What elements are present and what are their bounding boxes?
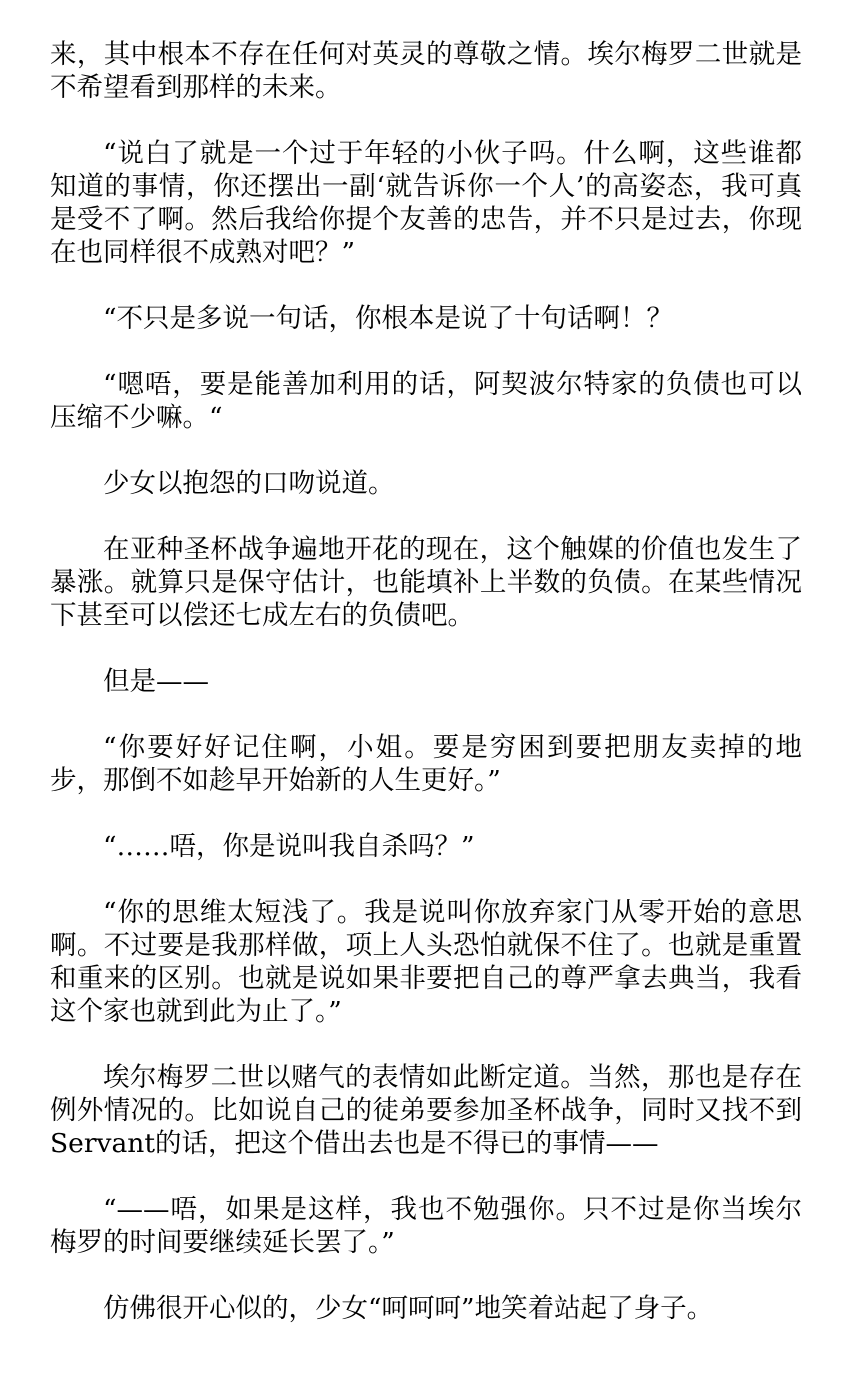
paragraph: “说白了就是一个过于年轻的小伙子吗。什么啊，这些谁都知道的事情，你还摆出一副‘就告诉你一个人’的高姿态，我可真是受不了啊。然后我给你提个友善的忠告，并不只是过去，你现在也同样很不成熟对吧？” [50,138,802,268]
paragraph: “嗯唔，要是能善加利用的话，阿契波尔特家的负债也可以压缩不少嘛。“ [50,369,802,433]
document-page [50,38,802,1358]
paragraph: 在亚种圣杯战争遍地开花的现在，这个触媒的价值也发生了暴涨。就算只是保守估计，也能填补上半数的负债。在某些情况下甚至可以偿还七成左右的负债吧。 [50,534,802,631]
paragraph: “你的思维太短浅了。我是说叫你放弃家门从零开始的意思啊。不过要是我那样做，项上人头恐怕就保不住了。也就是重置和重来的区别。也就是说如果非要把自己的尊严拿去典当，我看这个家也就到此为止了。” [50,897,802,1027]
paragraph: “不只是多说一句话，你根本是说了十句话啊！？ [103,303,674,334]
paragraph: 仿佛很开心似的，少女“呵呵呵”地笑着站起了身子。 [103,1293,714,1324]
paragraph: 来，其中根本不存在任何对英灵的尊敬之情。埃尔梅罗二世就是不希望看到那样的未来。 [50,39,802,103]
paragraph: “你要好好记住啊，小姐。要是穷困到要把朋友卖掉的地步，那倒不如趁早开始新的人生更好。” [50,732,802,796]
paragraph: 埃尔梅罗二世以赌气的表情如此断定道。当然，那也是存在例外情况的。比如说自己的徒弟要参加圣杯战争，同时又找不到Servant的话，把这个借出去也是不得已的事情—— [50,1062,802,1159]
paragraph: 少女以抱怨的口吻说道。 [103,468,395,499]
paragraph: “……唔，你是说叫我自杀吗？” [103,831,475,862]
paragraph: “——唔，如果是这样，我也不勉强你。只不过是你当埃尔梅罗的时间要继续延长罢了。” [50,1194,802,1258]
paragraph: 但是—— [103,666,209,697]
